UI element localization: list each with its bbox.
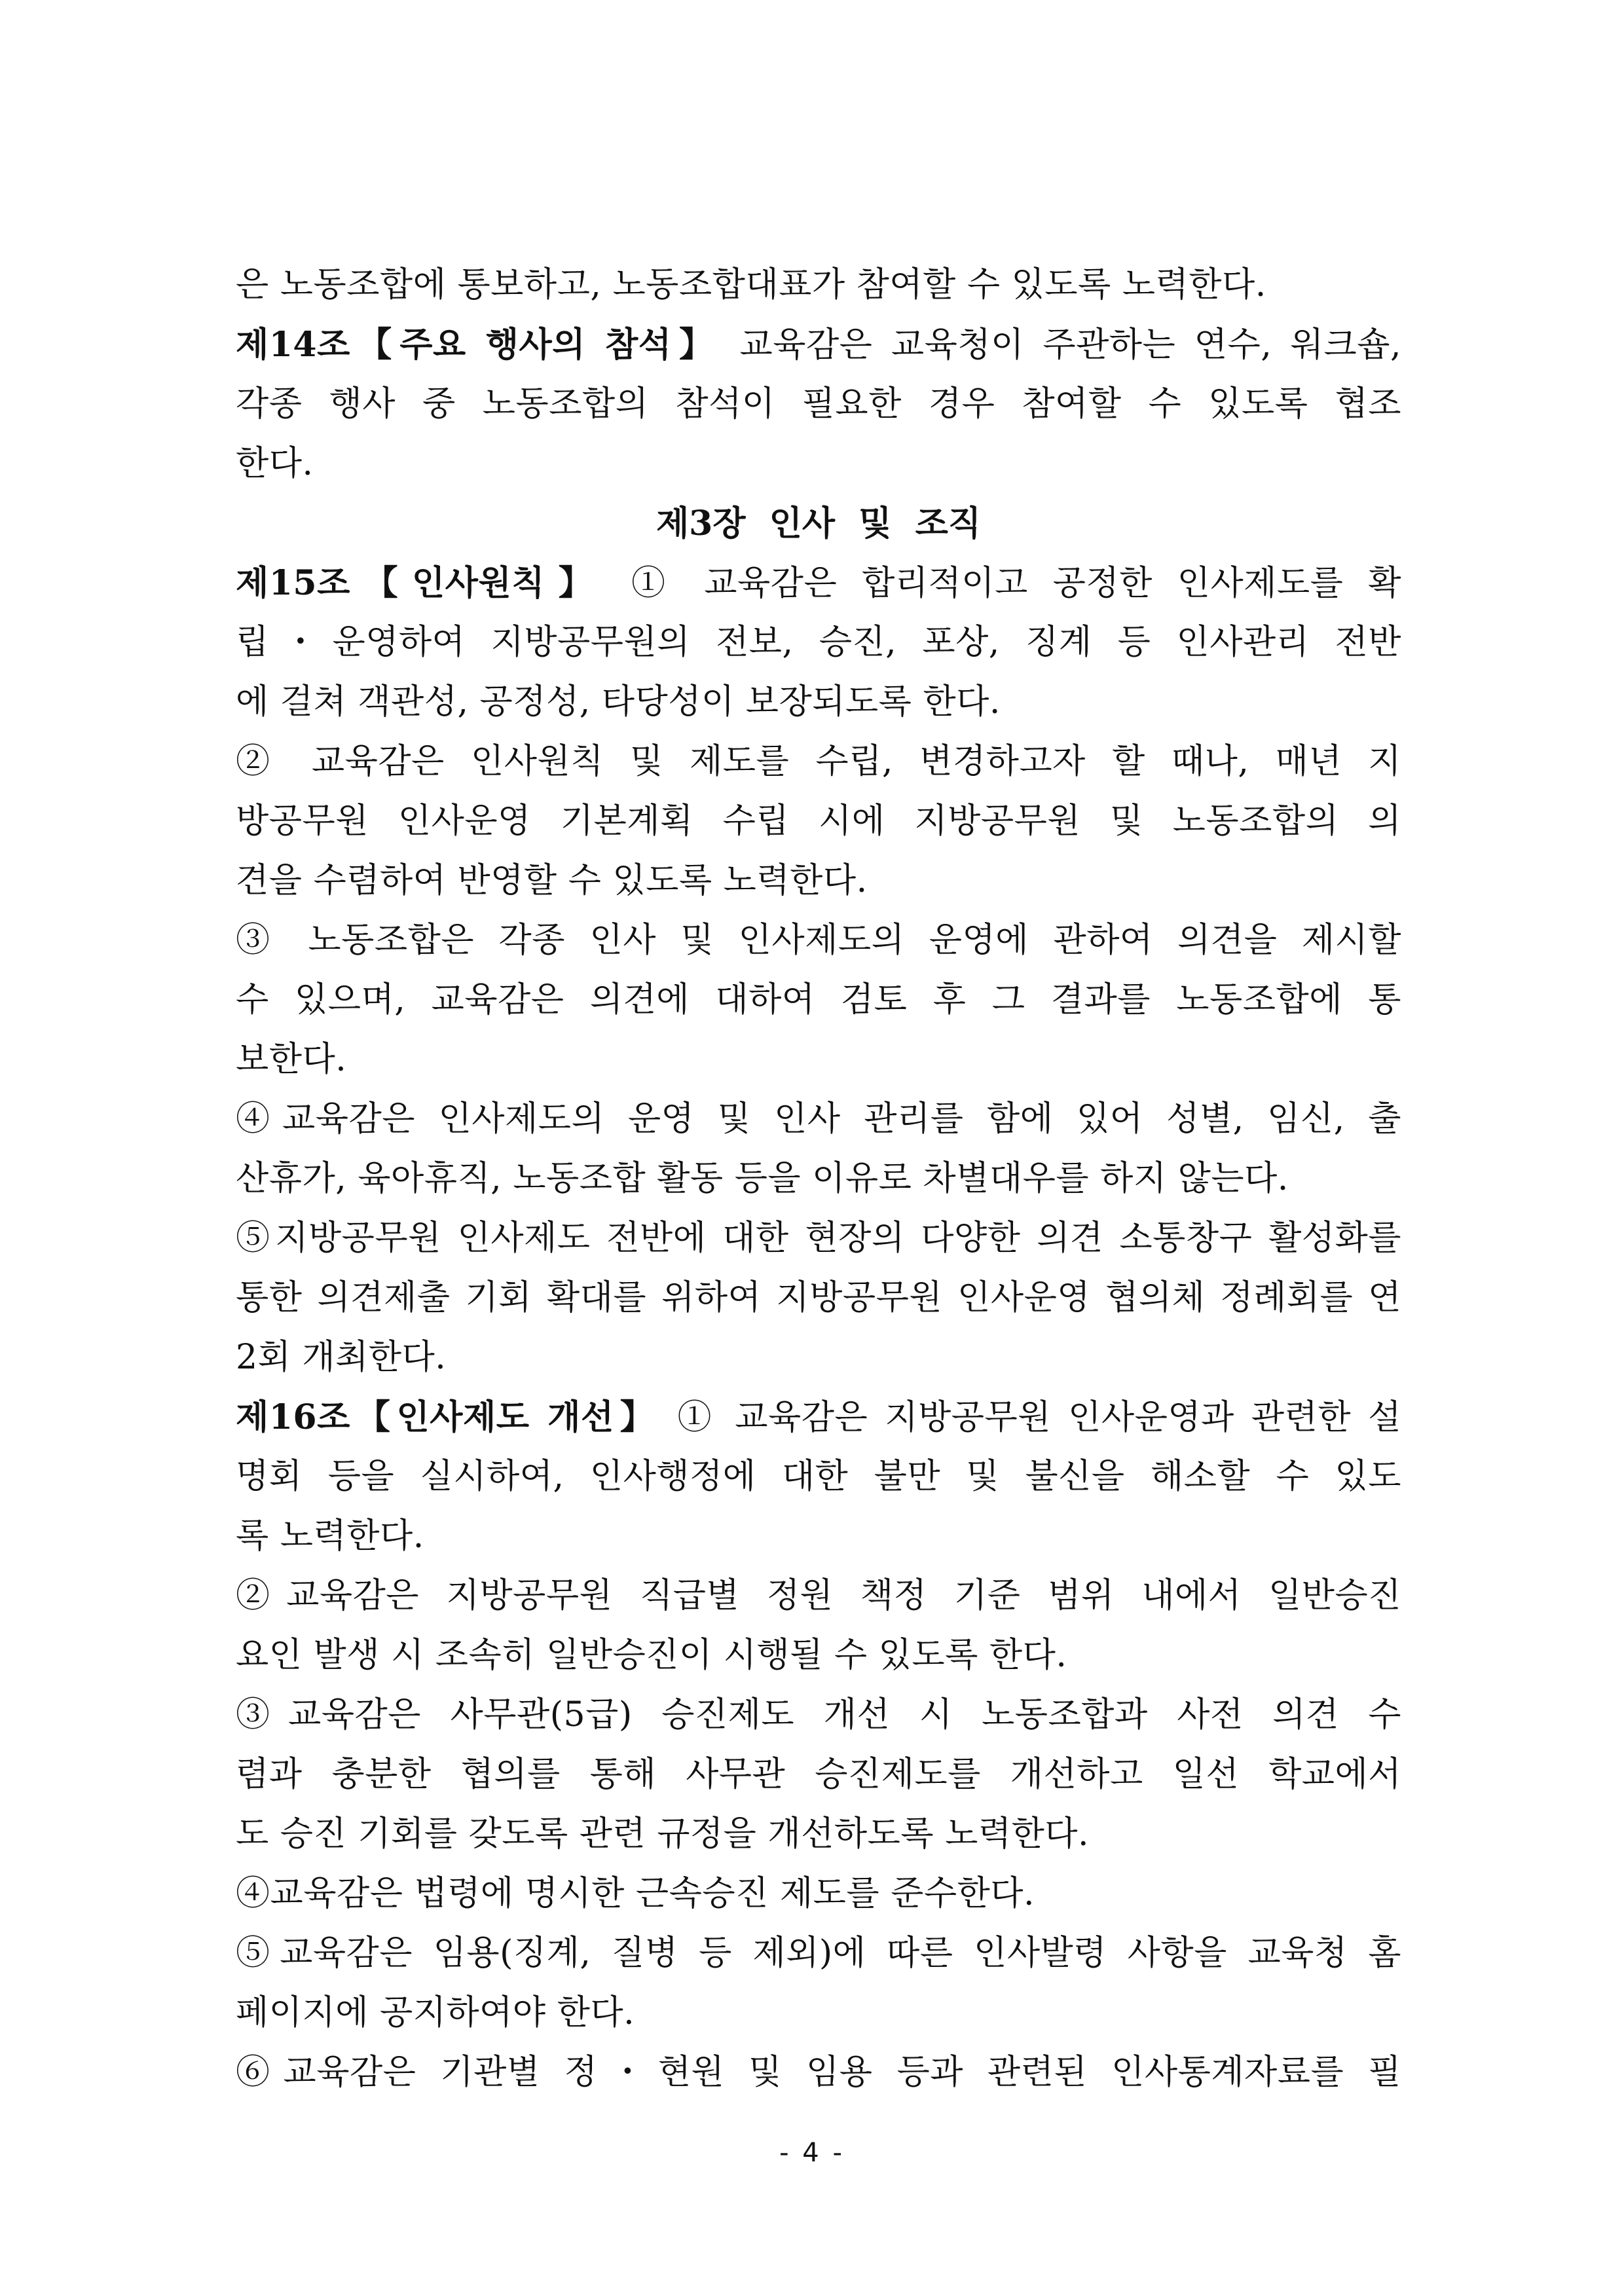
text-line — [236, 1387, 1401, 1447]
line-text: 2회 개최한다. — [236, 1338, 447, 1377]
text-line — [236, 613, 1401, 672]
line-text: ③교육감은 사무관(5급) 승진제도 개선 시 노동조합과 사전 의견 수 — [236, 1695, 1401, 1735]
line-text: ⑥교육감은 기관별 정・현원 및 임용 등과 관련된 인사통계자료를 필 — [236, 2053, 1401, 2092]
line-text: 교육감은 교육청이 주관하는 연수, 워크숍, — [720, 325, 1401, 365]
text-line — [236, 911, 1401, 970]
text-line — [236, 672, 1401, 732]
line-text: 통한 의견제출 기회 확대를 위하여 지방공무원 인사운영 협의체 정례회를 연 — [236, 1278, 1401, 1317]
text-block-before-chapter — [236, 255, 1401, 494]
line-text: 렴과 충분한 협의를 통해 사무관 승진제도를 개선하고 일선 학교에서 — [236, 1755, 1401, 1794]
line-text: 방공무원 인사운영 기본계획 수립 시에 지방공무원 및 노동조합의 의 — [236, 801, 1401, 841]
text-line — [236, 1566, 1401, 1626]
text-block-after-chapter — [236, 553, 1401, 2102]
line-text: 요인 발생 시 조속히 일반승진이 시행될 수 있도록 한다. — [236, 1636, 1067, 1675]
text-line — [236, 1090, 1401, 1149]
text-line — [236, 255, 1401, 315]
line-text: ③ 노동조합은 각종 인사 및 인사제도의 운영에 관하여 의견을 제시할 — [236, 921, 1401, 960]
page-number: - 4 - — [779, 2138, 845, 2168]
line-text: 에 걸쳐 객관성, 공정성, 타당성이 보장되도록 한다. — [236, 682, 1001, 722]
text-line — [236, 851, 1401, 911]
text-line — [236, 315, 1401, 375]
line-text: 보한다. — [236, 1040, 347, 1079]
line-text: ④교육감은 인사제도의 운영 및 인사 관리를 함에 있어 성별, 임신, 출 — [236, 1099, 1401, 1139]
line-text: 도 승진 기회를 갖도록 관련 규정을 개선하도록 노력한다. — [236, 1814, 1090, 1854]
article-heading: 제14조【주요 행사의 참석】 — [236, 325, 721, 365]
line-text: 록 노력한다. — [236, 1516, 424, 1556]
article-heading: 제16조【인사제도 개선】 — [236, 1397, 661, 1437]
text-line — [236, 1030, 1401, 1090]
text-line — [236, 1685, 1401, 1745]
text-line — [236, 1447, 1401, 1507]
line-text: ① 교육감은 합리적이고 공정한 인사제도를 확 — [606, 564, 1401, 603]
text-line — [236, 1864, 1401, 1924]
line-text: ② 교육감은 인사원칙 및 제도를 수립, 변경하고자 할 때나, 매년 지 — [236, 742, 1401, 781]
line-text: 각종 행사 중 노동조합의 참석이 필요한 경우 참여할 수 있도록 협조 — [236, 384, 1401, 424]
text-line — [236, 1149, 1401, 1209]
document-body — [236, 255, 1401, 2102]
text-line — [236, 375, 1401, 434]
line-text: 산휴가, 육아휴직, 노동조합 활동 등을 이유로 차별대우를 하지 않는다. — [236, 1159, 1289, 1198]
text-line — [236, 1626, 1401, 1685]
line-text: ① 교육감은 지방공무원 인사운영과 관련한 설 — [660, 1398, 1401, 1437]
line-text: ⑤교육감은 임용(징계, 질병 등 제외)에 따른 인사발령 사항을 교육청 홈 — [236, 1934, 1401, 1973]
text-line — [236, 1805, 1401, 1864]
line-text: 견을 수렴하여 반영할 수 있도록 노력한다. — [236, 861, 868, 900]
line-text: 한다. — [236, 444, 314, 483]
text-line — [236, 2043, 1401, 2102]
text-line — [236, 970, 1401, 1030]
text-line — [236, 434, 1401, 494]
text-line — [236, 1507, 1401, 1566]
text-line — [236, 792, 1401, 851]
text-line — [236, 1983, 1401, 2043]
line-text: 립・운영하여 지방공무원의 전보, 승진, 포상, 징계 등 인사관리 전반 — [236, 623, 1401, 662]
article-heading: 제15조【인사원칙】 — [236, 563, 607, 603]
text-line — [236, 1924, 1401, 1983]
chapter-title: 제3장 인사 및 조직 — [655, 504, 982, 543]
line-text: ④교육감은 법령에 명시한 근속승진 제도를 준수한다. — [236, 1874, 1035, 1913]
text-line — [236, 553, 1401, 613]
text-line — [236, 1745, 1401, 1805]
line-text: 은 노동조합에 통보하고, 노동조합대표가 참여할 수 있도록 노력한다. — [236, 265, 1266, 304]
line-text: 페이지에 공지하여야 한다. — [236, 1993, 635, 2032]
line-text: 명회 등을 실시하여, 인사행정에 대한 불만 및 불신을 해소할 수 있도 — [236, 1457, 1401, 1496]
line-text: ⑤지방공무원 인사제도 전반에 대한 현장의 다양한 의견 소통창구 활성화를 — [236, 1219, 1401, 1258]
line-text: ②교육감은 지방공무원 직급별 정원 책정 기준 범위 내에서 일반승진 — [236, 1576, 1401, 1615]
line-text: 수 있으며, 교육감은 의견에 대하여 검토 후 그 결과를 노동조합에 통 — [236, 980, 1401, 1019]
text-line — [236, 1328, 1401, 1387]
text-line — [236, 1268, 1401, 1328]
text-line — [236, 732, 1401, 792]
text-line — [236, 1209, 1401, 1268]
